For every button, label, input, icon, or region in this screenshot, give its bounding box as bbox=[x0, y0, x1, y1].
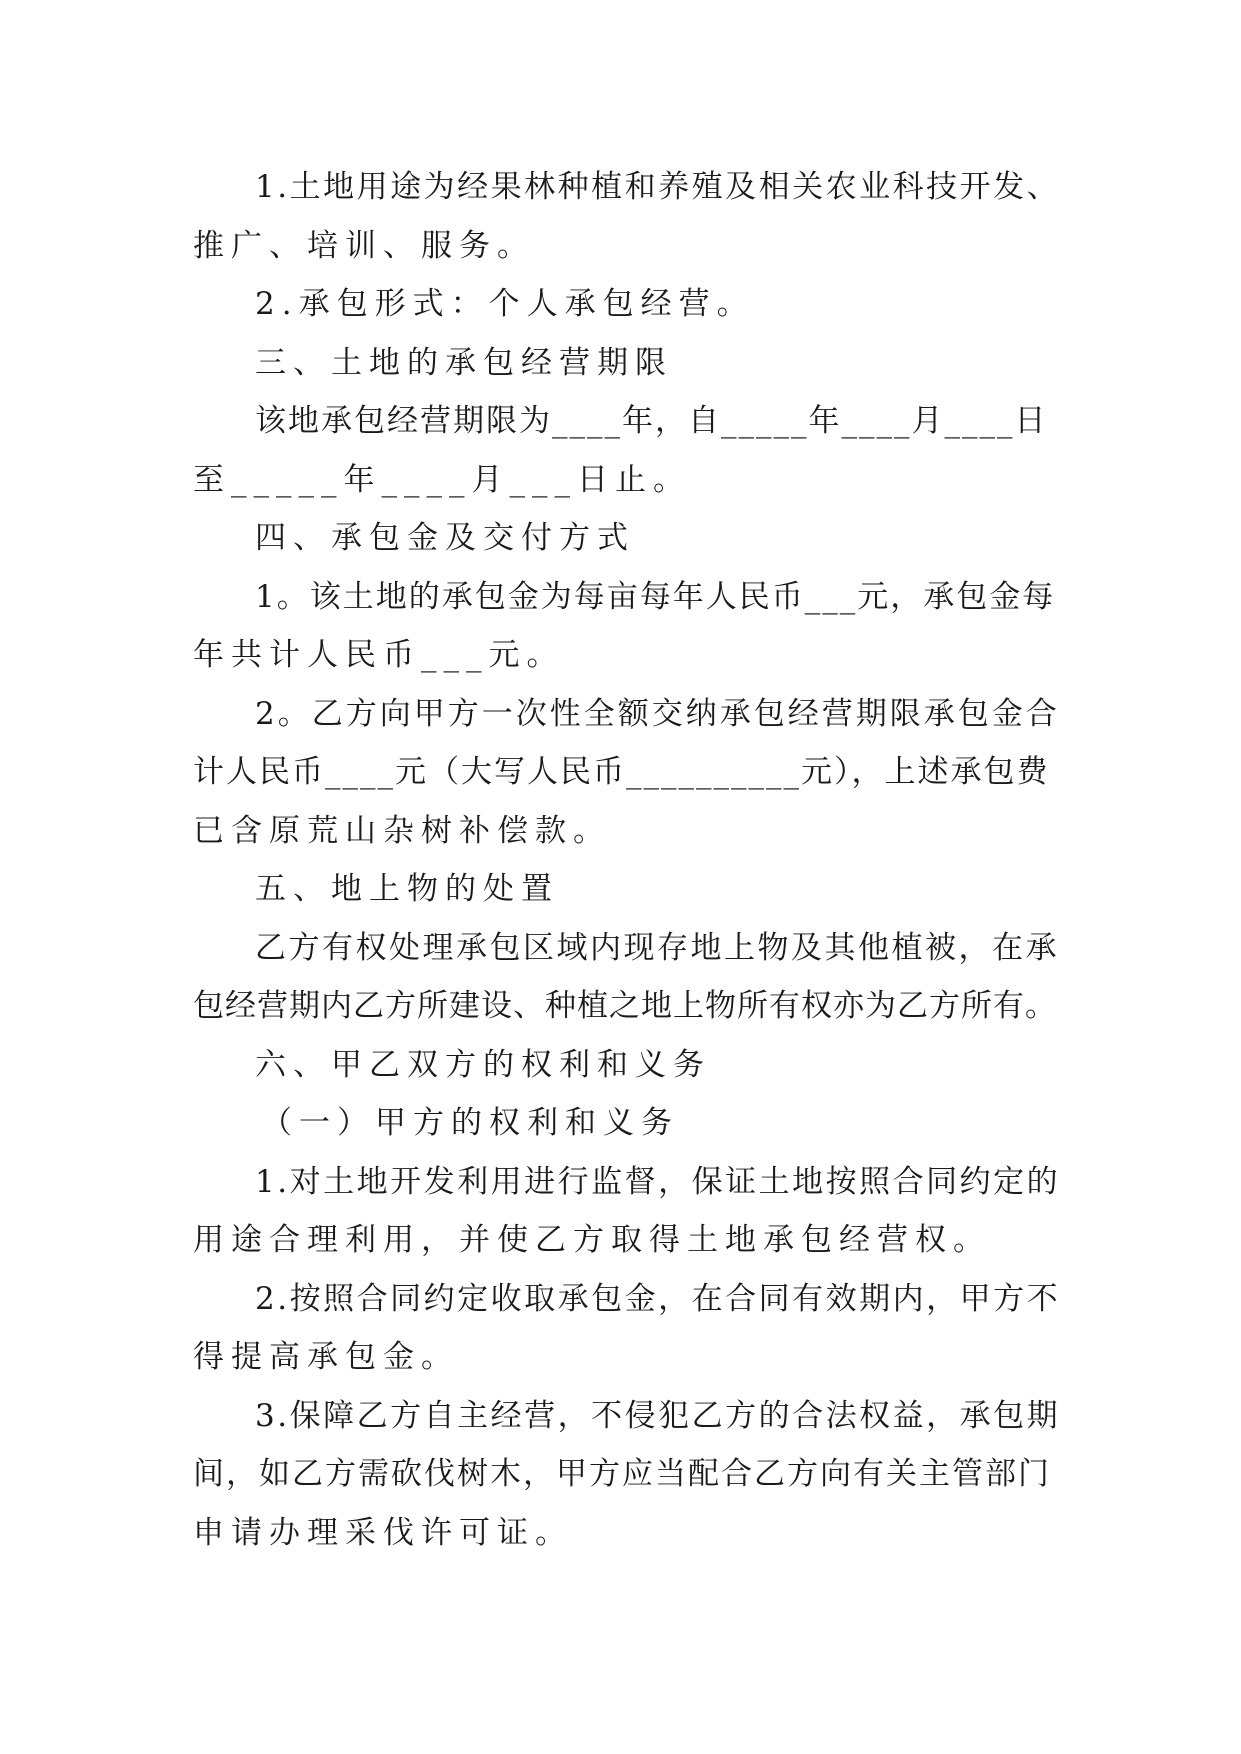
paragraph-line: 计人民币____元（大写人民币__________元），上述承包费 bbox=[193, 754, 1050, 790]
paragraph-line: 年共计人民币___元。 bbox=[193, 637, 565, 673]
paragraph-line: 申请办理采伐许可证。 bbox=[193, 1514, 573, 1551]
paragraph-line: 该地承包经营期限为____年，自_____年____月____日 bbox=[255, 403, 1048, 439]
subsection-heading: （一）甲方的权利和义务 bbox=[261, 1105, 679, 1141]
section-heading: 四、承包金及交付方式 bbox=[255, 520, 635, 556]
section-heading: 五、地上物的处置 bbox=[255, 871, 559, 907]
paragraph-line: 包经营期内乙方所建设、种植之地上物所有权亦为乙方所有。 bbox=[193, 988, 1057, 1024]
paragraph-line: 得提高承包金。 bbox=[193, 1339, 459, 1375]
section-heading: 三、土地的承包经营期限 bbox=[255, 344, 673, 381]
section-heading: 六、甲乙双方的权利和义务 bbox=[255, 1046, 711, 1083]
paragraph-line: 1.土地用途为经果林种植和养殖及相关农业科技开发、 bbox=[255, 169, 1061, 205]
paragraph-line: 2.按照合同约定收取承包金，在合同有效期内，甲方不 bbox=[255, 1280, 1061, 1317]
paragraph-line: 已含原荒山杂树补偿款。 bbox=[193, 812, 611, 849]
paragraph-line: 2。乙方向甲方一次性全额交纳承包经营期限承包金合 bbox=[255, 695, 1060, 732]
paragraph-line: 1.对土地开发利用进行监督，保证土地按照合同约定的 bbox=[255, 1163, 1061, 1200]
paragraph-line: 用途合理利用，并使乙方取得土地承包经营权。 bbox=[193, 1222, 991, 1258]
paragraph-line: 1。该土地的承包金为每亩每年人民币___元，承包金每 bbox=[255, 578, 1056, 615]
paragraph-line: 3.保障乙方自主经营，不侵犯乙方的合法权益，承包期 bbox=[255, 1397, 1061, 1434]
document-body bbox=[193, 158, 1063, 1562]
paragraph-line: 间，如乙方需砍伐树木，甲方应当配合乙方向有关主管部门 bbox=[193, 1456, 1051, 1492]
paragraph-line: 至_____年____月___日止。 bbox=[193, 461, 691, 498]
paragraph-line: 乙方有权处理承包区域内现存地上物及其他植被，在承 bbox=[255, 929, 1059, 966]
paragraph-line: 2.承包形式：个人承包经营。 bbox=[255, 286, 755, 322]
paragraph-line: 推广、培训、服务。 bbox=[193, 227, 535, 264]
